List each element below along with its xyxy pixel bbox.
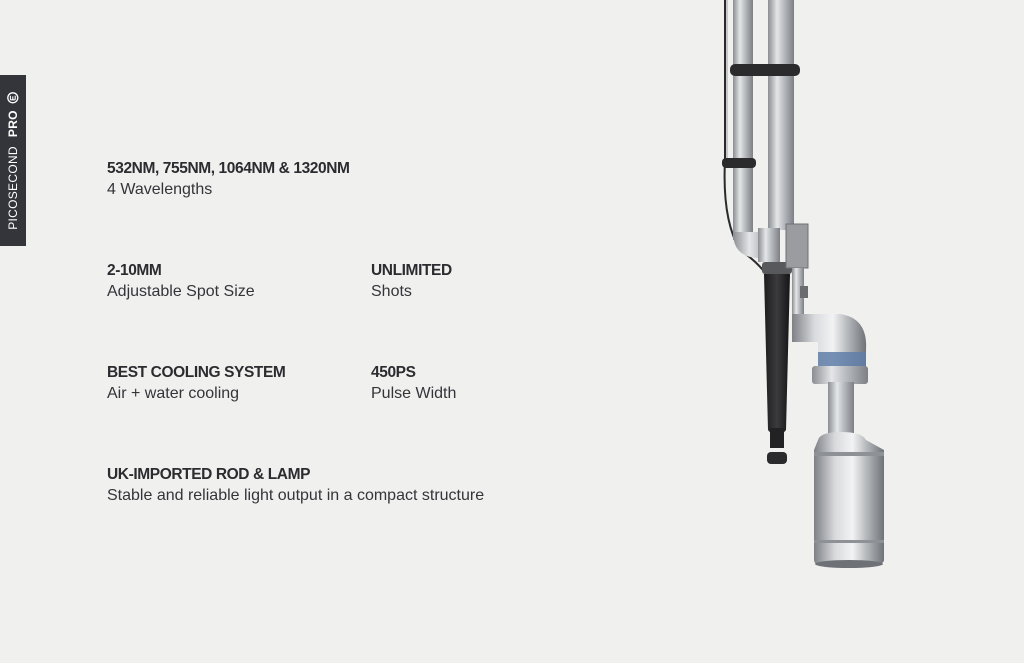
- side-tab-label-light: PICOSECOND: [6, 145, 20, 230]
- spec-title: UK-IMPORTED ROD & LAMP: [107, 466, 311, 483]
- spec-title: 532NM, 755NM, 1064NM & 1320NM: [107, 160, 350, 177]
- spec-cooling: [107, 363, 285, 404]
- spec-pulse-width: [371, 363, 456, 404]
- spec-desc: 4 Wavelengths: [107, 181, 213, 198]
- spec-title: UNLIMITED: [371, 262, 452, 279]
- spec-rod-lamp: [107, 465, 484, 506]
- side-tab: [0, 75, 26, 246]
- laser-handpiece-arm-image: [700, 0, 920, 580]
- spec-title: 2-10MM: [107, 262, 162, 279]
- circle-e-logo-icon: [7, 92, 19, 104]
- spec-desc: Adjustable Spot Size: [107, 283, 255, 300]
- spec-wavelengths: [107, 159, 350, 200]
- side-tab-label-bold: PRO: [6, 109, 20, 137]
- spec-spot-size: [107, 261, 255, 302]
- spec-desc: Stable and reliable light output in a compact structure: [107, 487, 485, 504]
- spec-desc: Air + water cooling: [107, 385, 240, 402]
- spec-title: 450PS: [371, 364, 416, 381]
- spec-title: BEST COOLING SYSTEM: [107, 364, 286, 381]
- spec-shots: [371, 261, 452, 302]
- spec-desc: Shots: [371, 283, 412, 300]
- spec-desc: Pulse Width: [371, 385, 457, 402]
